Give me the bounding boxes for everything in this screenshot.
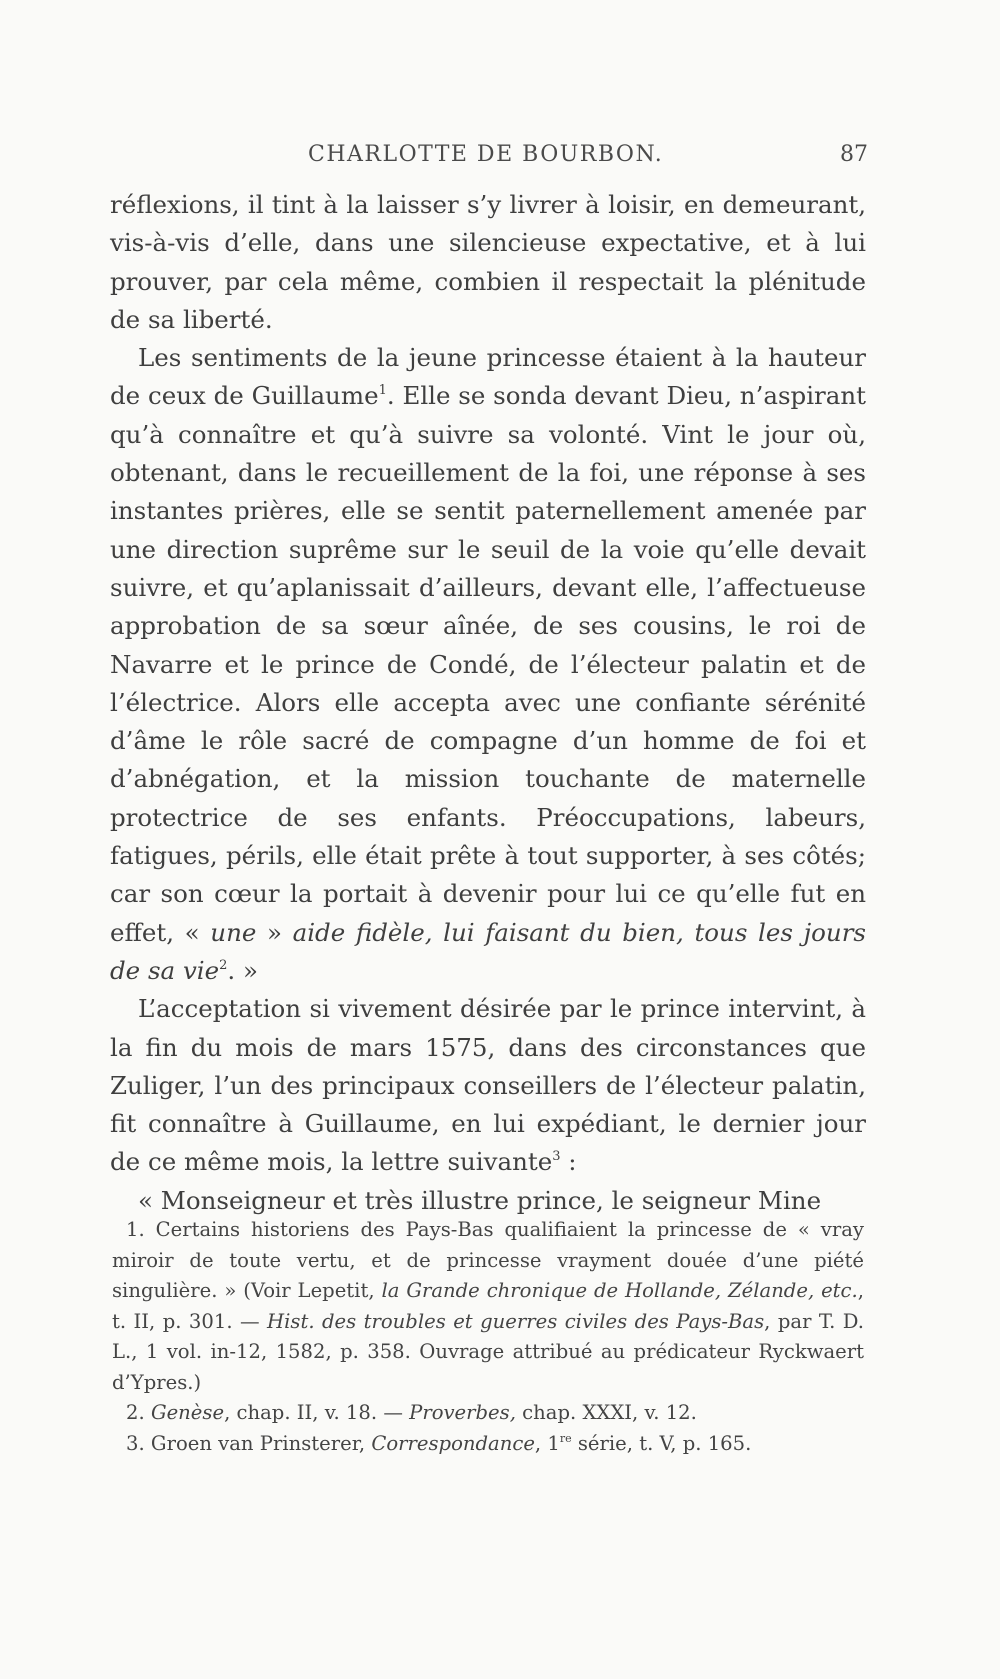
italic-text: la Grande chronique de Hollande, Zélande, etc. xyxy=(381,1279,858,1302)
footnote xyxy=(112,1398,864,1429)
text-run: 1. Certains historiens des Pays-Bas qualifiaient la princesse de « vray miroir de toute vertu, et de princesse vrayment douée d’une piété singulière. » (Voir Lepetit, xyxy=(112,1218,864,1302)
text-run: , par T. D. L., 1 vol. in-12, 1582, p. 358. Ouvrage attribué au prédicateur Ryckwaert d’Ypres.) xyxy=(112,1309,864,1394)
text-run: L’acceptation si vivement désirée par le prince intervint, à la fin du mois de mars 1575, dans des circonstances que Zuliger, l’un des principaux conseillers de l’électeur palatin, fit connaître à Guillaume, en lui expédiant, le dernier jour de ce même mois, la lettre suivante xyxy=(110,994,866,1177)
body-text xyxy=(110,186,866,1220)
text-run: : xyxy=(560,1147,577,1177)
footnote-ref: re xyxy=(559,1431,572,1445)
text-run: 2. xyxy=(126,1401,151,1424)
footnote-ref: 1 xyxy=(378,383,387,399)
footnote xyxy=(112,1215,864,1398)
footnote-ref: 2 xyxy=(219,957,228,973)
footnote-ref: 3 xyxy=(552,1149,561,1165)
text-run: série, t. V, p. 165. xyxy=(571,1431,752,1455)
footnote xyxy=(112,1429,864,1460)
paragraph xyxy=(110,186,866,339)
italic-text: Proverbes, xyxy=(409,1401,516,1424)
text-run: » xyxy=(256,917,293,947)
text-run: . » xyxy=(227,955,258,985)
text-run: réflexions, il tint à la laisser s’y livrer à loisir, en demeurant, vis-à-vis d’elle, dans une silencieuse expectative, et à lui prouver, par cela même, combien il respectait la plénitude de sa liberté. xyxy=(110,190,866,334)
text-run: , 1 xyxy=(534,1431,560,1455)
italic-text: Correspondance xyxy=(371,1431,535,1455)
text-run: chap. XXXI, v. 12. xyxy=(515,1401,697,1424)
paragraph xyxy=(110,990,866,1181)
footnotes xyxy=(112,1215,864,1459)
running-title: CHARLOTTE DE BOURBON. xyxy=(308,142,664,167)
text-run: . Elle se sonda devant Dieu, n’aspirant qu’à connaître et qu’à suivre sa volonté. Vint le jour où, obtenant, dans le recueillement de la foi, une réponse à ses instantes prières, elle se sentit paternellement amenée par une direction suprême sur le seuil de la voie qu’elle devait suivre, et qu’aplanissait d’ailleurs, devant elle, l’affectueuse approbation de sa sœur aînée, de ses cousins, le roi de Navarre et le prince de Condé, de l’électeur palatin et de l’électrice. Alors elle accepta avec une confiante sérénité d’âme le rôle sacré de compagne d’un homme de foi et d’abnégation, et la mission touchante de maternelle protectrice de ses enfants. Préoccupations, labeurs, fatigues, périls, elle était prête à tout supporter, à ses côtés; car son cœur la portait à devenir pour lui ce qu’elle fut en effet, « xyxy=(110,381,866,947)
italic-text: Genèse xyxy=(150,1401,225,1424)
page-number: 87 xyxy=(840,142,868,167)
italic-text: une xyxy=(210,917,257,947)
italic-text: Hist. des troubles et guerres civiles des Pays-Bas xyxy=(267,1309,765,1333)
text-run: , t. II, p. 301. — xyxy=(112,1279,864,1333)
text-run: , chap. II, v. 18. — xyxy=(224,1401,410,1424)
text-run: Les sentiments de la jeune princesse étaient à la hauteur de ceux de Guillaume xyxy=(110,343,866,411)
text-run: « Monseigneur et très illustre prince, le seigneur Mine xyxy=(138,1185,822,1215)
text-run: 3. Groen van Prinsterer, xyxy=(126,1431,372,1455)
running-header xyxy=(108,142,868,172)
paragraph xyxy=(110,339,866,990)
italic-text: aide fidèle, lui faisant du bien, tous les jours de sa vie xyxy=(110,917,866,985)
